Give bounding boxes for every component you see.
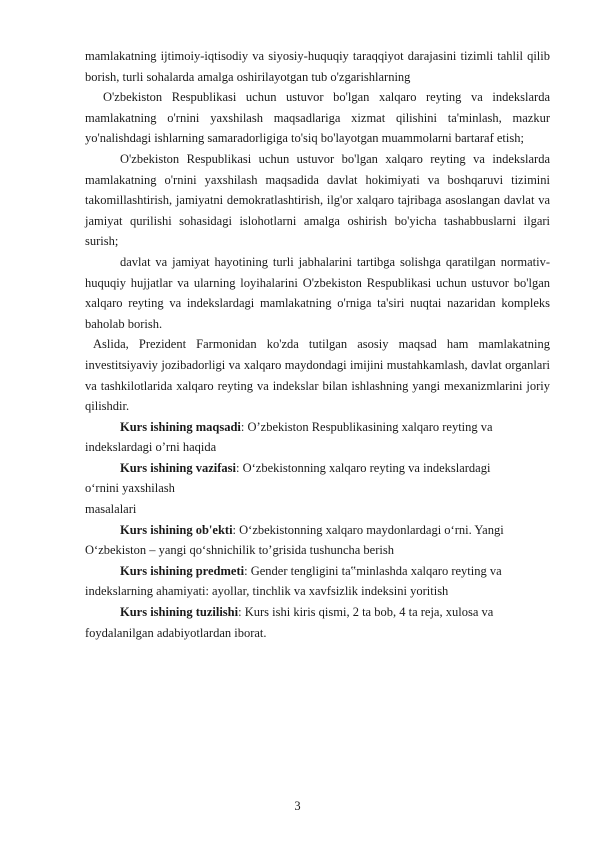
course-goal-text: : O’zbekiston Respublikasining xalqaro reyting va [240, 419, 493, 434]
course-structure-text: : Kurs ishi kiris qismi, 2 ta bob, 4 ta reja, xulosa va [238, 605, 494, 620]
paragraph-3: O'zbekiston Respublikasi uchun ustuvor bo'lgan xalqaro reyting va indekslarda mamlakatning o'rnini yaxshilash maqsadida davlat hokimiyati va boshqaruvi tizimini takomillashtirish, jamiyatni demokratlashtirish, ilg'or xalqaro tajribaga asoslangan davlat va jamiyat qurilishi sohasidagi islohotlarni amalga oshirish bo'yicha tashabbuslarni ilgari surish; [85, 151, 550, 249]
paragraph-1: mamlakatning ijtimoiy-iqtisodiy va siyosiy-huquqiy taraqqiyot darajasini tizimli tahlil qilib borish, turli sohalarda amalga oshirilayotgan tub o'zgarishlarning [85, 49, 550, 84]
course-object-text: : O‘zbekistonning xalqaro maydonlardagi o‘rni. Yangi [232, 522, 504, 537]
course-goal [85, 417, 550, 458]
course-object-text-cont: O‘zbekiston – yangi qo‘shnichilik to’grisida tushuncha berish [85, 543, 394, 558]
page-number: 3 [294, 799, 301, 813]
course-tasks-text: : O‘zbekistonning xalqaro reyting va indekslardagi [236, 460, 491, 475]
course-subject-text: : Gender tengligini ta‟minlashda xalqaro reyting va [244, 563, 502, 578]
course-structure [85, 602, 550, 643]
document-body [85, 46, 550, 643]
course-subject-label: Kurs ishining predmeti [120, 563, 245, 578]
course-object [85, 520, 550, 561]
course-structure-label: Kurs ishining tuzilishi [120, 605, 239, 620]
course-tasks-label: Kurs ishining vazifasi [120, 460, 236, 475]
course-subject [85, 561, 550, 602]
paragraph-2: O'zbekiston Respublikasi uchun ustuvor bo'lgan xalqaro reyting va indekslarda mamlakatning o'rnini yaxshilash maqsadlariga xizmat qilishini ta'minlash, mazkur yo'nalishdagi ishlarning samaradorligiga to'siq bo'layotgan muammolarni bartaraf etish; [85, 90, 550, 146]
course-tasks [85, 458, 550, 520]
course-structure-text-cont: foydalanilgan adabiyotlardan iborat. [85, 625, 267, 640]
paragraph-4: davlat va jamiyat hayotining turli jabhalarini tartibga solishga qaratilgan normativ-huquqiy hujjatlar va ularning loyihalarini O'zbekiston Respublikasi uchun ustuvor bo'lgan xalqaro reyting va indekslardagi mamlakatning o'rniga ta'siri nuqtai nazaridan kompleks baholab borish. [85, 254, 550, 331]
course-subject-text-cont: indekslarning ahamiyati: ayollar, tinchlik va xavfsizlik indeksini yoritish [85, 584, 449, 599]
course-goal-text-cont: indekslardagi o’rni haqida [85, 440, 217, 455]
course-goal-label: Kurs ishining maqsadi [120, 419, 241, 434]
course-tasks-text-end: masalalari [85, 502, 137, 517]
paragraph-5: Aslida, Prezident Farmonidan ko'zda tutilgan asosiy maqsad ham mamlakatning investitsiyaviy jozibadorligi va xalqaro maydondagi imijini mustahkamlash, davlat organlari va tashkilotlarida xalqaro reyting va indekslar bilan ishlashning yangi mexanizmlarini joriy qilishdir. [85, 337, 550, 414]
course-object-label: Kurs ishining ob'ekti [120, 522, 233, 537]
course-tasks-text-cont: o‘rnini yaxshilash [85, 481, 175, 496]
